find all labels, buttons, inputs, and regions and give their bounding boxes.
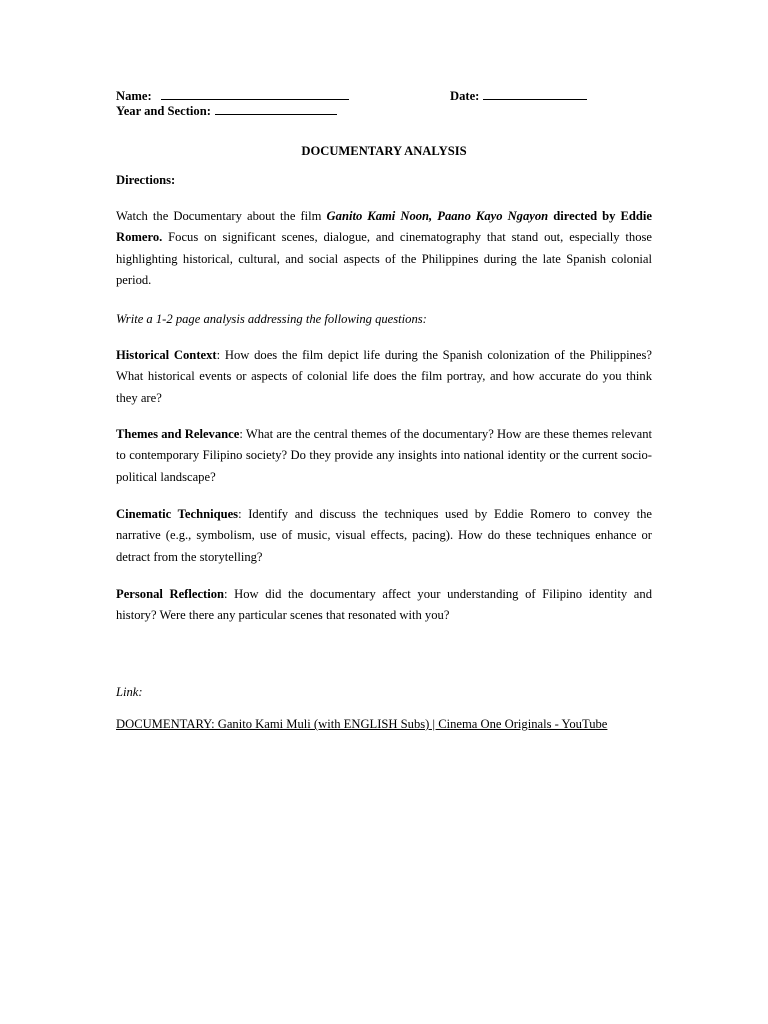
instruction-text: Write a 1-2 page analysis addressing the following questions:	[116, 312, 427, 326]
question-heading: Historical Context	[116, 348, 217, 362]
documentary-link[interactable]: DOCUMENTARY: Ganito Kami Muli (with ENGLISH Subs) | Cinema One Originals - YouTube	[116, 717, 608, 731]
date-label: Date:	[450, 89, 480, 103]
header-fields	[116, 87, 656, 103]
question-heading: Cinematic Techniques	[116, 507, 239, 521]
directed-by: directed by Eddie Romero.	[116, 209, 653, 245]
question-text: : Identify and discuss the techniques used by Eddie Romero to convey the narrative (e.g., symbolism, use of music, visual effects, pacing). How do these techniques enhance or detract from the storytelling?	[116, 507, 652, 564]
question-cinematic-techniques	[116, 504, 652, 568]
intro-text-rest: Focus on significant scenes, dialogue, and cinematography that stand out, especially those highlighting historical, cultural, and social aspects of the Philippines during the late Spanish colonial period.	[116, 230, 652, 287]
intro-text-start: Watch the Documentary about the film	[116, 209, 327, 223]
name-label: Name:	[116, 89, 152, 103]
question-text: : How does the film depict life during the Spanish colonization of the Philippines? What historical events or aspects of colonial life does the film portray, and how accurate do you think they are?	[116, 348, 652, 405]
year-section-row	[116, 102, 656, 118]
year-section-label: Year and Section:	[116, 104, 211, 118]
question-text: : What are the central themes of the documentary? How are these themes relevant to contemporary Filipino society? Do they provide any insights into national identity or the current socio-political landscape?	[116, 427, 652, 484]
intro-paragraph	[116, 206, 652, 291]
year-section-field	[116, 102, 337, 119]
link-label: Link:	[116, 685, 143, 699]
question-personal-reflection	[116, 584, 652, 627]
link-line	[116, 716, 652, 732]
question-text: : How did the documentary affect your understanding of Filipino identity and history? Were there any particular scenes that resonated with you?	[116, 587, 652, 623]
name-blank-line[interactable]	[161, 87, 349, 100]
film-title: Ganito Kami Noon, Paano Kayo Ngayon	[326, 209, 549, 223]
date-blank-line[interactable]	[483, 87, 587, 100]
question-themes-relevance	[116, 424, 652, 488]
question-historical-context	[116, 345, 652, 409]
question-heading: Themes and Relevance	[116, 427, 240, 441]
question-heading: Personal Reflection	[116, 587, 225, 601]
directions-label: Directions:	[116, 173, 176, 187]
year-section-blank-line[interactable]	[215, 102, 337, 115]
page-title: DOCUMENTARY ANALYSIS	[301, 144, 467, 158]
